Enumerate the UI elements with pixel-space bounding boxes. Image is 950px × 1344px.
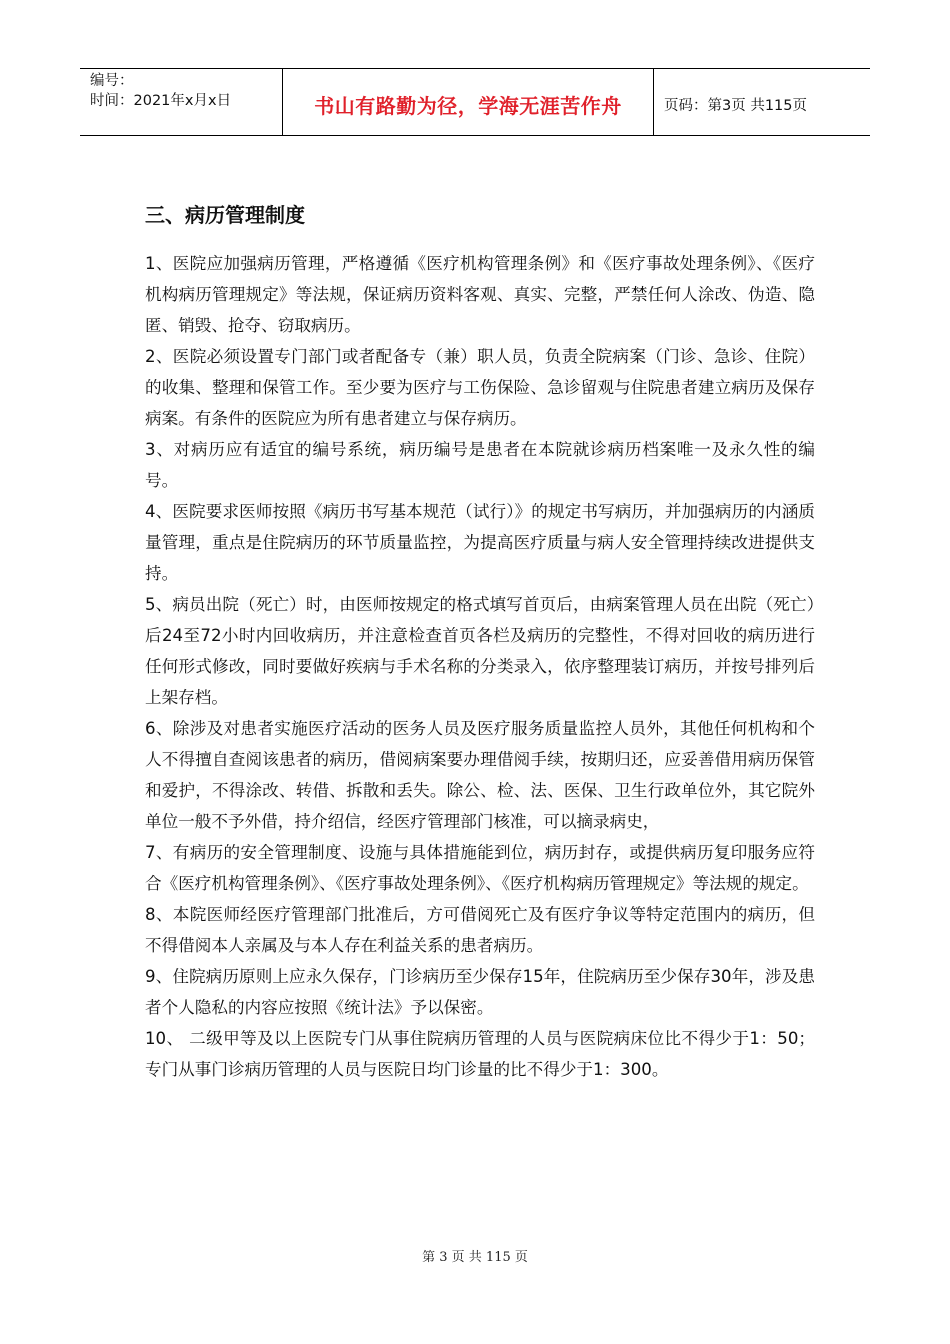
document-date: 时间：2021年x月x日	[90, 93, 232, 109]
paragraph-9: 9、住院病历原则上应永久保存，门诊病历至少保存15年，住院病历至少保存30年，涉及患者个人隐私的内容应按照《统计法》予以保密。	[145, 967, 815, 1017]
document-body	[145, 198, 815, 1085]
paragraph-3: 3、对病历应有适宜的编号系统，病历编号是患者在本院就诊病历档案唯一及永久性的编号。	[145, 440, 815, 490]
paragraph-8: 8、本院医师经医疗管理部门批准后，方可借阅死亡及有医疗争议等特定范围内的病历，但不得借阅本人亲属及与本人存在利益关系的患者病历。	[145, 905, 815, 955]
paragraph-10: 10、 二级甲等及以上医院专门从事住院病历管理的人员与医院病床位比不得少于1：50；专门从事门诊病历管理的人员与医院日均门诊量的比不得少于1：300。	[145, 1029, 815, 1079]
paragraph-4: 4、医院要求医师按照《病历书写基本规范（试行）》的规定书写病历，并加强病历的内涵质量管理，重点是住院病历的环节质量监控，为提高医疗质量与病人安全管理持续改进提供支持。	[145, 502, 815, 583]
paragraph-7: 7、有病历的安全管理制度、设施与具体措施能到位，病历封存，或提供病历复印服务应符合《医疗机构管理条例》、《医疗事故处理条例》、《医疗机构病历管理规定》等法规的规定。	[145, 843, 815, 893]
header-page-info: 页码：第3页 共115页	[664, 97, 808, 114]
paragraph-5: 5、病员出院（死亡）时，由医师按规定的格式填写首页后，由病案管理人员在出院（死亡）后24至72小时内回收病历，并注意检查首页各栏及病历的完整性，不得对回收的病历进行任何形式修改，同时要做好疾病与手术名称的分类录入，依序整理装订病历，并按号排列后上架存档。	[145, 595, 815, 707]
document-number-label: 编号：	[90, 73, 134, 89]
header-meta	[80, 69, 282, 135]
section-title: 三、病历管理制度	[145, 203, 305, 227]
paragraph-6: 6、除涉及对患者实施医疗活动的医务人员及医疗服务质量监控人员外，其他任何机构和个人不得擅自查阅该患者的病历，借阅病案要办理借阅手续，按期归还，应妥善借用病历保管和爱护，不得涂改、转借、拆散和丢失。除公、检、法、医保、卫生行政单位外，其它院外单位一般不予外借，持介绍信，经医疗管理部门核准，可以摘录病史，	[145, 719, 815, 831]
paragraph-1: 1、医院应加强病历管理，严格遵循《医疗机构管理条例》和《医疗事故处理条例》、《医疗机构病历管理规定》等法规，保证病历资料客观、真实、完整，严禁任何人涂改、伪造、隐匿、销毁、抢夺、窃取病历。	[145, 254, 815, 335]
header-motto: 书山有路勤为径，学海无涯苦作舟	[282, 69, 654, 135]
paragraph-2: 2、医院必须设置专门部门或者配备专（兼）职人员，负责全院病案（门诊、急诊、住院）的收集、整理和保管工作。至少要为医疗与工伤保险、急诊留观与住院患者建立病历及保存病案。有条件的医院应为所有患者建立与保存病历。	[145, 347, 815, 428]
page-footer: 第 3 页 共 115 页	[422, 1250, 528, 1265]
page-header	[80, 68, 870, 136]
